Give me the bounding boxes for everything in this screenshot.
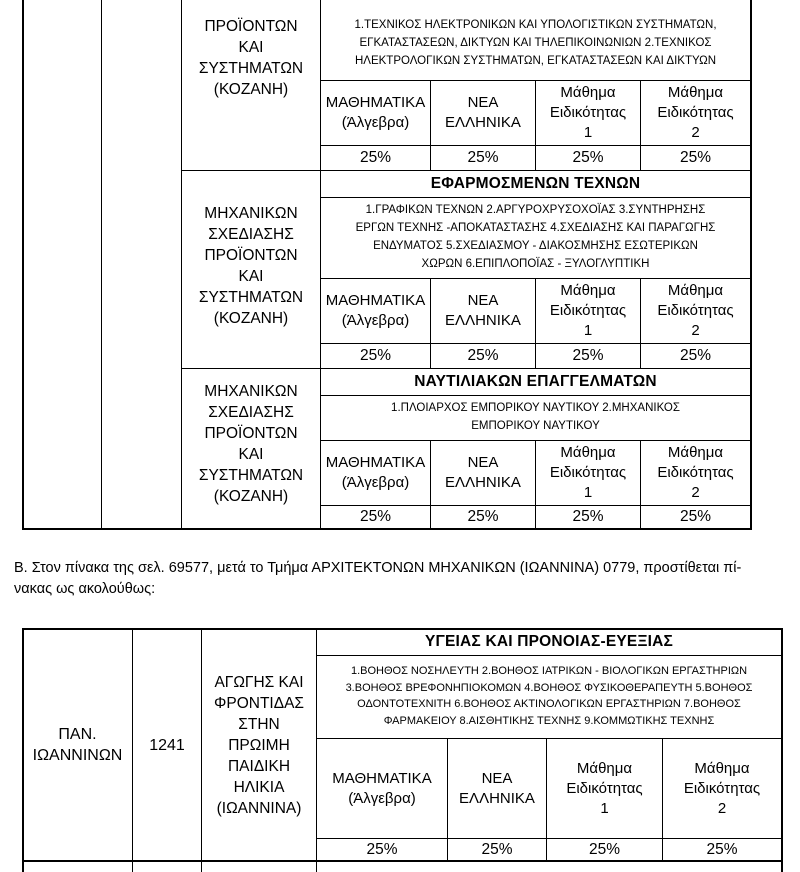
subject-specialty-1: Μάθημα Ειδικότητας 1 bbox=[549, 444, 627, 501]
subject-math: ΜΑΘΗΜΑΤΙΚΑ (Άλγεβρα) bbox=[325, 292, 426, 329]
department-name: ΠΡΟΪΟΝΤΩΝ ΚΑΙ ΣΥΣΤΗΜΑΤΩΝ (ΚΟΖΑΝΗ) bbox=[198, 18, 304, 98]
department-name: ΜΗΧΑΝΙΚΩΝ ΣΧΕΔΙΑΣΗΣ ΠΡΟΪΟΝΤΩΝ ΚΑΙ ΣΥΣΤΗΜΑΤΩΝ (ΚΟΖΑΝΗ) bbox=[198, 205, 304, 327]
weight-cell: 25% bbox=[588, 840, 621, 858]
subject-specialty-2: Μάθημα Ειδικότητας 2 bbox=[657, 282, 734, 339]
table-1-border-right bbox=[750, 0, 752, 530]
department-name: ΑΓΩΓΗΣ ΚΑΙ ΦΡΟΝΤΙΔΑΣ ΣΤΗΝ ΠΡΩΙΜΗ ΠΑΙΔΙΚΗ ΗΛΙΚΙΑ (ΙΩΑΝΝΙΝΑ) bbox=[213, 673, 304, 817]
weight-cell: 25% bbox=[572, 149, 604, 166]
weight-cell: 25% bbox=[679, 347, 712, 364]
department-code: 1241 bbox=[149, 736, 185, 754]
paragraph-line: Β. Στον πίνακα της σελ. 69577, μετά το Τμήμα ΑΡΧΙΤΕΚΤΟΝΩΝ ΜΗΧΑΝΙΚΩΝ (ΙΩΑΝΝΙΝΑ) 0779, προστίθεται πί- bbox=[14, 560, 742, 576]
subject-greek: ΝΕΑ ΕΛΛΗΝΙΚΑ bbox=[445, 292, 521, 329]
subject-math: ΜΑΘΗΜΑΤΙΚΑ (Άλγεβρα) bbox=[332, 769, 432, 807]
subject-specialty-2: Μάθημα Ειδικότητας 2 bbox=[657, 84, 734, 141]
subject-greek: ΝΕΑ ΕΛΛΗΝΙΚΑ bbox=[459, 769, 535, 807]
weight-cell: 25% bbox=[359, 508, 392, 525]
university-name: ΠΑΝ. ΙΩΑΝΝΙΝΩΝ bbox=[32, 726, 123, 764]
category-title: ΥΓΕΙΑΣ ΚΑΙ ΠΡΟΝΟΙΑΣ-ΕΥΕΞΙΑΣ bbox=[424, 633, 674, 650]
weight-cell: 25% bbox=[467, 508, 499, 525]
weight-cell: 25% bbox=[359, 149, 392, 166]
category-title: ΝΑΥΤΙΛΙΑΚΩΝ ΕΠΑΓΓΕΛΜΑΤΩΝ bbox=[414, 373, 657, 390]
subject-greek: ΝΕΑ ΕΛΛΗΝΙΚΑ bbox=[445, 94, 521, 131]
table-2-border-right bbox=[781, 628, 783, 872]
table-2-border-bottom bbox=[22, 860, 783, 862]
specialties-list: 1.ΒΟΗΘΟΣ ΝΟΣΗΛΕΥΤΗ 2.ΒΟΗΘΟΣ ΙΑΤΡΙΚΩΝ - ΒΙΟΛΟΓΙΚΩΝ ΕΡΓΑΣΤΗΡΙΩΝ 3.ΒΟΗΘΟΣ ΒΡΕΦΟΝΗΠΙΟΚΟΜΩΝ 4.ΒΟΗΘΟΣ ΦΥΣΙΚΟΘΕΡΑΠΕΥΤΗ 5.ΒΟΗΘΟΣ ΟΔΟΝΤΟΤΕΧΝΙΤΗ 6.ΒΟΗΘΟΣ ΑΚΤΙΝΟΛΟΓΙΚΩΝ ΕΡΓΑΣΤΗΡΙΩΝ 7.ΒΟΗΘΟΣ ΦΑΡΜΑΚΕΙΟΥ 8.ΑΙΣΘΗΤΙΚΗΣ ΤΕΧΝΗΣ 9.ΚΟΜΜΩΤΙΚΗΣ ΤΕΧΝΗΣ bbox=[345, 665, 753, 727]
weight-cell: 25% bbox=[366, 840, 398, 858]
table-1-border-left bbox=[22, 0, 24, 530]
table-1-border-bottom bbox=[22, 528, 752, 530]
weight-cell: 25% bbox=[359, 347, 392, 364]
table-1-col-divider bbox=[101, 0, 102, 530]
subject-specialty-2: Μάθημα Ειδικότητας 2 bbox=[683, 759, 761, 817]
department-name: ΜΗΧΑΝΙΚΩΝ ΣΧΕΔΙΑΣΗΣ ΠΡΟΪΟΝΤΩΝ ΚΑΙ ΣΥΣΤΗΜΑΤΩΝ (ΚΟΖΑΝΗ) bbox=[198, 383, 304, 505]
subject-specialty-2: Μάθημα Ειδικότητας 2 bbox=[657, 444, 734, 501]
weight-cell: 25% bbox=[572, 508, 604, 525]
subject-specialty-1: Μάθημα Ειδικότητας 1 bbox=[549, 84, 627, 141]
weight-cell: 25% bbox=[706, 840, 738, 858]
specialties-list: 1.ΤΕΧΝΙΚΟΣ ΗΛΕΚΤΡΟΝΙΚΩΝ ΚΑΙ ΥΠΟΛΟΓΙΣΤΙΚΩΝ ΣΥΣΤΗΜΑΤΩΝ, ΕΓΚΑΤΑΣΤΑΣΕΩΝ, ΔΙΚΤΥΩΝ ΚΑΙ ΤΗΛΕΠΙΚΟΙΝΩΝΙΩΝ 2.ΤΕΧΝΙΚΟΣ ΗΛΕΚΤΡΟΛΟΓΙΚΩΝ ΣΥΣΤΗΜΑΤΩΝ, ΕΓΚΑΤΑΣΤΑΣΕΩΝ ΚΑΙ ΔΙΚΤΥΩΝ bbox=[354, 19, 717, 67]
subject-specialty-1: Μάθημα Ειδικότητας 1 bbox=[549, 282, 627, 339]
weight-cell: 25% bbox=[679, 508, 712, 525]
subject-specialty-1: Μάθημα Ειδικότητας 1 bbox=[566, 759, 643, 817]
subject-math: ΜΑΘΗΜΑΤΙΚΑ (Άλγεβρα) bbox=[325, 454, 426, 491]
specialties-list: 1.ΠΛΟΙΑΡΧΟΣ ΕΜΠΟΡΙΚΟΥ ΝΑΥΤΙΚΟΥ 2.ΜΗΧΑΝΙΚΟΣ ΕΜΠΟΡΙΚΟΥ ΝΑΥΤΙΚΟΥ bbox=[391, 402, 680, 432]
specialties-list: 1.ΓΡΑΦΙΚΩΝ ΤΕΧΝΩΝ 2.ΑΡΓΥΡΟΧΡΥΣΟΧΟΪΑΣ 3.ΣΥΝΤΗΡΗΣΗΣ ΕΡΓΩΝ ΤΕΧΝΗΣ -ΑΠΟΚΑΤΑΣΤΑΣΗΣ 4.ΣΧΕΔΙΑΣΗΣ ΚΑΙ ΠΑΡΑΓΩΓΗΣ ΕΝΔΥΜΑΤΟΣ 5.ΣΧΕΔΙΑΣΜΟΥ - ΔΙΑΚΟΣΜΗΣΗΣ ΕΣΩΤΕΡΙΚΩΝ ΧΩΡΩΝ 6.ΕΠΙΠΛΟΠΟΪΑΣ - ΞΥΛΟΓΛΥΠΤΙΚΗ bbox=[355, 204, 716, 270]
weight-cell: 25% bbox=[481, 840, 513, 858]
weight-cell: 25% bbox=[467, 149, 499, 166]
paragraph-line: νακας ως ακολούθως: bbox=[14, 581, 156, 597]
weight-cell: 25% bbox=[467, 347, 499, 364]
subject-greek: ΝΕΑ ΕΛΛΗΝΙΚΑ bbox=[445, 454, 521, 491]
subject-math: ΜΑΘΗΜΑΤΙΚΑ (Άλγεβρα) bbox=[325, 94, 426, 131]
category-title: ΕΦΑΡΜΟΣΜΕΝΩΝ ΤΕΧΝΩΝ bbox=[430, 175, 641, 192]
weight-cell: 25% bbox=[679, 149, 712, 166]
weight-cell: 25% bbox=[572, 347, 604, 364]
amendment-paragraph bbox=[14, 558, 790, 600]
